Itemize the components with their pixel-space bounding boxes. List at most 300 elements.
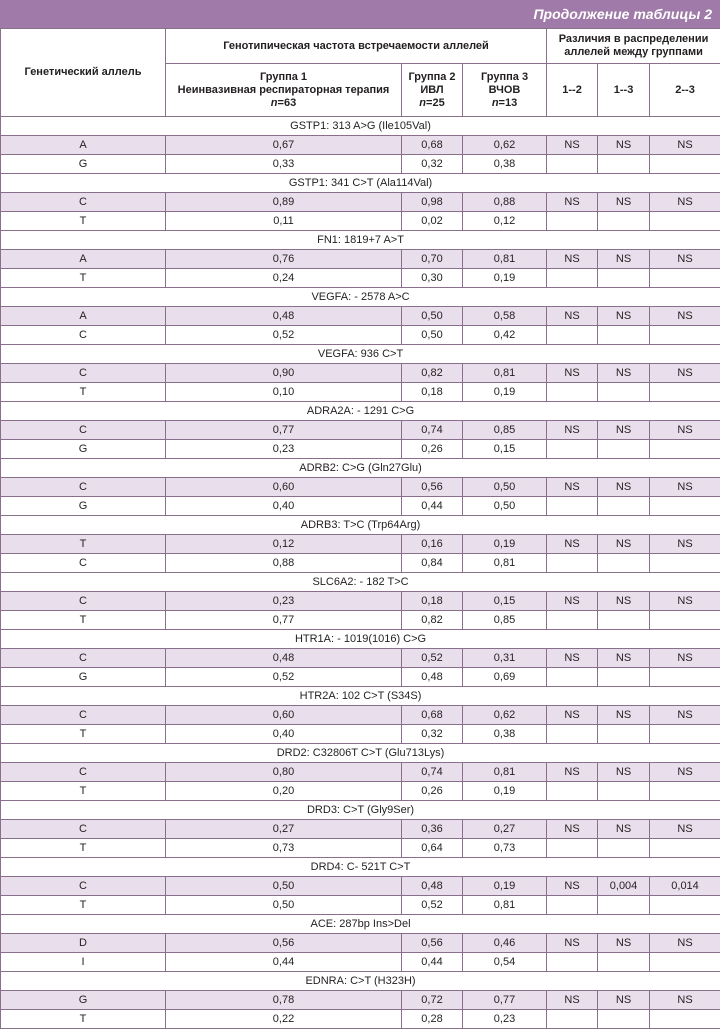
difference-2-3-cell bbox=[650, 1010, 720, 1029]
difference-2-3-cell bbox=[650, 212, 720, 231]
difference-1-3-cell: NS bbox=[598, 364, 650, 383]
table-row bbox=[1, 307, 720, 326]
allele-cell: C bbox=[1, 364, 166, 383]
group-2-frequency-cell: 0,02 bbox=[402, 212, 463, 231]
difference-1-2-cell bbox=[547, 839, 598, 858]
group-3-frequency-cell: 0,38 bbox=[463, 155, 547, 174]
group-3-frequency-cell: 0,81 bbox=[463, 250, 547, 269]
group-3-frequency-cell: 0,27 bbox=[463, 820, 547, 839]
difference-1-3-cell bbox=[598, 155, 650, 174]
group-1-frequency-cell: 0,78 bbox=[166, 991, 402, 1010]
allele-cell: T bbox=[1, 269, 166, 288]
difference-1-3-cell bbox=[598, 1010, 650, 1029]
banner-title: Продолжение таблицы 2 bbox=[533, 6, 712, 22]
difference-1-2-cell: NS bbox=[547, 307, 598, 326]
group-1-frequency-cell: 0,23 bbox=[166, 440, 402, 459]
difference-1-2-cell: NS bbox=[547, 478, 598, 497]
difference-1-2-cell bbox=[547, 953, 598, 972]
group-1-frequency-cell: 0,77 bbox=[166, 421, 402, 440]
difference-2-3-cell: 0,014 bbox=[650, 877, 720, 896]
group-2-frequency-cell: 0,52 bbox=[402, 896, 463, 915]
difference-1-3-cell: NS bbox=[598, 592, 650, 611]
allele-cell: G bbox=[1, 440, 166, 459]
group-3-frequency-cell: 0,19 bbox=[463, 383, 547, 402]
difference-2-3-cell bbox=[650, 896, 720, 915]
group-1-frequency-cell: 0,50 bbox=[166, 896, 402, 915]
table-body bbox=[1, 117, 720, 1029]
group-2-frequency-cell: 0,26 bbox=[402, 782, 463, 801]
difference-1-2-cell bbox=[547, 611, 598, 630]
allele-cell: A bbox=[1, 307, 166, 326]
difference-2-3-cell bbox=[650, 497, 720, 516]
difference-1-2-cell: NS bbox=[547, 991, 598, 1010]
group-2-frequency-cell: 0,56 bbox=[402, 478, 463, 497]
table-continuation-banner bbox=[0, 0, 720, 28]
table-row bbox=[1, 535, 720, 554]
difference-1-3-cell: NS bbox=[598, 193, 650, 212]
table-row bbox=[1, 326, 720, 345]
group-2-frequency-cell: 0,44 bbox=[402, 497, 463, 516]
allele-cell: C bbox=[1, 820, 166, 839]
table-row bbox=[1, 136, 720, 155]
difference-1-3-cell: NS bbox=[598, 250, 650, 269]
section-header-row bbox=[1, 402, 720, 421]
group-3-frequency-cell: 0,88 bbox=[463, 193, 547, 212]
group-2-frequency-cell: 0,74 bbox=[402, 421, 463, 440]
difference-1-3-cell bbox=[598, 668, 650, 687]
difference-1-2-cell: NS bbox=[547, 250, 598, 269]
group-3-frequency-cell: 0,19 bbox=[463, 269, 547, 288]
difference-1-2-cell: NS bbox=[547, 592, 598, 611]
group-1-frequency-cell: 0,89 bbox=[166, 193, 402, 212]
group-2-frequency-cell: 0,70 bbox=[402, 250, 463, 269]
section-header-row bbox=[1, 915, 720, 934]
difference-1-3-cell bbox=[598, 611, 650, 630]
group-1-frequency-cell: 0,24 bbox=[166, 269, 402, 288]
header-frequency-group: Генотипическая частота встречаемости аллелей bbox=[166, 29, 547, 64]
difference-1-2-cell bbox=[547, 668, 598, 687]
table-row bbox=[1, 934, 720, 953]
section-header-row bbox=[1, 117, 720, 136]
group-2-frequency-cell: 0,44 bbox=[402, 953, 463, 972]
allele-cell: A bbox=[1, 136, 166, 155]
difference-1-2-cell: NS bbox=[547, 364, 598, 383]
difference-1-3-cell: NS bbox=[598, 136, 650, 155]
allele-cell: C bbox=[1, 421, 166, 440]
group-2-frequency-cell: 0,32 bbox=[402, 155, 463, 174]
section-header-row bbox=[1, 630, 720, 649]
group-3-frequency-cell: 0,19 bbox=[463, 782, 547, 801]
difference-2-3-cell bbox=[650, 155, 720, 174]
section-title: HTR1A: - 1019(1016) C>G bbox=[1, 630, 720, 649]
group-2-frequency-cell: 0,98 bbox=[402, 193, 463, 212]
group-1-frequency-cell: 0,40 bbox=[166, 497, 402, 516]
table-row bbox=[1, 820, 720, 839]
table-row bbox=[1, 269, 720, 288]
table-row bbox=[1, 554, 720, 573]
section-header-row bbox=[1, 345, 720, 364]
difference-1-3-cell bbox=[598, 896, 650, 915]
group-3-frequency-cell: 0,62 bbox=[463, 136, 547, 155]
allele-cell: C bbox=[1, 763, 166, 782]
section-title: VEGFA: 936 C>T bbox=[1, 345, 720, 364]
table-row bbox=[1, 611, 720, 630]
difference-2-3-cell: NS bbox=[650, 307, 720, 326]
difference-1-2-cell: NS bbox=[547, 136, 598, 155]
allele-cell: D bbox=[1, 934, 166, 953]
difference-2-3-cell: NS bbox=[650, 478, 720, 497]
difference-1-3-cell bbox=[598, 212, 650, 231]
allele-cell: C bbox=[1, 326, 166, 345]
group-1-frequency-cell: 0,52 bbox=[166, 668, 402, 687]
header-group-1: Группа 1 Неинвазивная респираторная терапия n=63 bbox=[166, 64, 402, 117]
group-3-frequency-cell: 0,81 bbox=[463, 554, 547, 573]
table-row bbox=[1, 478, 720, 497]
section-title: FN1: 1819+7 A>T bbox=[1, 231, 720, 250]
group-1-frequency-cell: 0,50 bbox=[166, 877, 402, 896]
allele-cell: T bbox=[1, 896, 166, 915]
group-1-frequency-cell: 0,44 bbox=[166, 953, 402, 972]
group-1-frequency-cell: 0,88 bbox=[166, 554, 402, 573]
section-title: GSTP1: 313 A>G (Ile105Val) bbox=[1, 117, 720, 136]
group-3-frequency-cell: 0,23 bbox=[463, 1010, 547, 1029]
section-header-row bbox=[1, 744, 720, 763]
difference-1-3-cell: NS bbox=[598, 307, 650, 326]
table-row bbox=[1, 364, 720, 383]
allele-cell: C bbox=[1, 706, 166, 725]
allele-cell: G bbox=[1, 991, 166, 1010]
allele-cell: T bbox=[1, 611, 166, 630]
difference-2-3-cell: NS bbox=[650, 934, 720, 953]
group-1-frequency-cell: 0,40 bbox=[166, 725, 402, 744]
group-1-frequency-cell: 0,23 bbox=[166, 592, 402, 611]
group-2-frequency-cell: 0,68 bbox=[402, 706, 463, 725]
group-2-frequency-cell: 0,28 bbox=[402, 1010, 463, 1029]
section-header-row bbox=[1, 516, 720, 535]
difference-2-3-cell: NS bbox=[650, 820, 720, 839]
table-row bbox=[1, 649, 720, 668]
group-1-frequency-cell: 0,22 bbox=[166, 1010, 402, 1029]
difference-1-2-cell: NS bbox=[547, 193, 598, 212]
group-2-frequency-cell: 0,32 bbox=[402, 725, 463, 744]
group-3-frequency-cell: 0,54 bbox=[463, 953, 547, 972]
table-header bbox=[1, 29, 720, 117]
group-3-frequency-cell: 0,85 bbox=[463, 421, 547, 440]
allele-cell: G bbox=[1, 497, 166, 516]
allele-cell: C bbox=[1, 554, 166, 573]
group-2-frequency-cell: 0,84 bbox=[402, 554, 463, 573]
allele-cell: T bbox=[1, 725, 166, 744]
table-row bbox=[1, 193, 720, 212]
allele-cell: C bbox=[1, 649, 166, 668]
group-1-frequency-cell: 0,76 bbox=[166, 250, 402, 269]
allele-frequency-table bbox=[0, 28, 720, 1029]
section-title: HTR2A: 102 C>T (S34S) bbox=[1, 687, 720, 706]
difference-1-3-cell bbox=[598, 440, 650, 459]
difference-1-2-cell: NS bbox=[547, 421, 598, 440]
difference-1-2-cell: NS bbox=[547, 934, 598, 953]
difference-1-2-cell bbox=[547, 1010, 598, 1029]
difference-1-3-cell: NS bbox=[598, 991, 650, 1010]
difference-2-3-cell bbox=[650, 554, 720, 573]
section-header-row bbox=[1, 288, 720, 307]
group-2-frequency-cell: 0,64 bbox=[402, 839, 463, 858]
difference-1-3-cell: NS bbox=[598, 535, 650, 554]
section-title: DRD3: C>T (Gly9Ser) bbox=[1, 801, 720, 820]
difference-2-3-cell: NS bbox=[650, 421, 720, 440]
difference-2-3-cell: NS bbox=[650, 592, 720, 611]
table-row bbox=[1, 383, 720, 402]
difference-2-3-cell bbox=[650, 668, 720, 687]
difference-1-3-cell: NS bbox=[598, 706, 650, 725]
difference-1-3-cell: NS bbox=[598, 934, 650, 953]
allele-cell: T bbox=[1, 535, 166, 554]
group-1-frequency-cell: 0,56 bbox=[166, 934, 402, 953]
header-group-2: Группа 2 ИВЛ n=25 bbox=[402, 64, 463, 117]
difference-1-2-cell bbox=[547, 269, 598, 288]
group-3-frequency-cell: 0,50 bbox=[463, 497, 547, 516]
group-1-frequency-cell: 0,33 bbox=[166, 155, 402, 174]
difference-1-2-cell: NS bbox=[547, 649, 598, 668]
group-2-frequency-cell: 0,72 bbox=[402, 991, 463, 1010]
group-3-frequency-cell: 0,50 bbox=[463, 478, 547, 497]
group-3-frequency-cell: 0,77 bbox=[463, 991, 547, 1010]
group-3-frequency-cell: 0,15 bbox=[463, 440, 547, 459]
difference-1-3-cell bbox=[598, 497, 650, 516]
table-row bbox=[1, 953, 720, 972]
group-3-frequency-cell: 0,38 bbox=[463, 725, 547, 744]
table-row bbox=[1, 763, 720, 782]
difference-2-3-cell bbox=[650, 839, 720, 858]
header-compare-1-2: 1--2 bbox=[547, 64, 598, 117]
group-1-frequency-cell: 0,48 bbox=[166, 307, 402, 326]
table-row bbox=[1, 497, 720, 516]
difference-2-3-cell: NS bbox=[650, 535, 720, 554]
table-row bbox=[1, 421, 720, 440]
difference-1-3-cell: NS bbox=[598, 763, 650, 782]
difference-2-3-cell bbox=[650, 383, 720, 402]
table-row bbox=[1, 250, 720, 269]
difference-2-3-cell: NS bbox=[650, 706, 720, 725]
section-title: SLC6A2: - 182 T>C bbox=[1, 573, 720, 592]
allele-cell: I bbox=[1, 953, 166, 972]
difference-1-2-cell: NS bbox=[547, 535, 598, 554]
table-row bbox=[1, 1010, 720, 1029]
group-2-frequency-cell: 0,50 bbox=[402, 307, 463, 326]
section-header-row bbox=[1, 858, 720, 877]
group-2-frequency-cell: 0,48 bbox=[402, 877, 463, 896]
difference-2-3-cell: NS bbox=[650, 193, 720, 212]
difference-1-2-cell: NS bbox=[547, 820, 598, 839]
difference-1-2-cell bbox=[547, 155, 598, 174]
difference-1-3-cell bbox=[598, 839, 650, 858]
group-2-frequency-cell: 0,52 bbox=[402, 649, 463, 668]
group-3-frequency-cell: 0,19 bbox=[463, 535, 547, 554]
table-row bbox=[1, 155, 720, 174]
difference-1-3-cell bbox=[598, 725, 650, 744]
group-2-frequency-cell: 0,82 bbox=[402, 364, 463, 383]
difference-1-3-cell: NS bbox=[598, 820, 650, 839]
section-header-row bbox=[1, 801, 720, 820]
group-1-frequency-cell: 0,73 bbox=[166, 839, 402, 858]
difference-2-3-cell: NS bbox=[650, 991, 720, 1010]
difference-2-3-cell: NS bbox=[650, 250, 720, 269]
difference-1-3-cell: NS bbox=[598, 478, 650, 497]
difference-2-3-cell: NS bbox=[650, 649, 720, 668]
difference-1-3-cell bbox=[598, 326, 650, 345]
group-1-frequency-cell: 0,77 bbox=[166, 611, 402, 630]
difference-2-3-cell bbox=[650, 953, 720, 972]
difference-1-3-cell bbox=[598, 953, 650, 972]
allele-cell: T bbox=[1, 782, 166, 801]
group-1-frequency-cell: 0,60 bbox=[166, 478, 402, 497]
allele-cell: T bbox=[1, 1010, 166, 1029]
section-title: DRD4: C- 521T C>T bbox=[1, 858, 720, 877]
difference-1-2-cell bbox=[547, 782, 598, 801]
difference-2-3-cell bbox=[650, 440, 720, 459]
difference-1-2-cell bbox=[547, 212, 598, 231]
difference-2-3-cell bbox=[650, 611, 720, 630]
group-2-frequency-cell: 0,74 bbox=[402, 763, 463, 782]
difference-1-3-cell bbox=[598, 269, 650, 288]
group-2-frequency-cell: 0,82 bbox=[402, 611, 463, 630]
difference-1-3-cell: 0,004 bbox=[598, 877, 650, 896]
difference-1-3-cell bbox=[598, 782, 650, 801]
section-title: ADRB2: C>G (Gln27Glu) bbox=[1, 459, 720, 478]
group-1-frequency-cell: 0,80 bbox=[166, 763, 402, 782]
group-3-frequency-cell: 0,12 bbox=[463, 212, 547, 231]
header-differences-group: Различия в распределении аллелей между группами bbox=[547, 29, 720, 64]
table-row bbox=[1, 839, 720, 858]
section-title: ACE: 287bp Ins>Del bbox=[1, 915, 720, 934]
group-2-frequency-cell: 0,36 bbox=[402, 820, 463, 839]
allele-cell: G bbox=[1, 155, 166, 174]
group-2-frequency-cell: 0,48 bbox=[402, 668, 463, 687]
section-header-row bbox=[1, 972, 720, 991]
group-3-frequency-cell: 0,81 bbox=[463, 364, 547, 383]
group-1-frequency-cell: 0,10 bbox=[166, 383, 402, 402]
group-1-frequency-cell: 0,67 bbox=[166, 136, 402, 155]
difference-2-3-cell: NS bbox=[650, 364, 720, 383]
difference-2-3-cell bbox=[650, 269, 720, 288]
group-3-frequency-cell: 0,81 bbox=[463, 763, 547, 782]
section-header-row bbox=[1, 573, 720, 592]
difference-2-3-cell: NS bbox=[650, 763, 720, 782]
group-1-frequency-cell: 0,12 bbox=[166, 535, 402, 554]
difference-2-3-cell bbox=[650, 782, 720, 801]
group-2-frequency-cell: 0,50 bbox=[402, 326, 463, 345]
allele-cell: T bbox=[1, 212, 166, 231]
difference-1-3-cell bbox=[598, 383, 650, 402]
group-3-frequency-cell: 0,73 bbox=[463, 839, 547, 858]
difference-1-2-cell bbox=[547, 383, 598, 402]
table-row bbox=[1, 725, 720, 744]
difference-1-2-cell: NS bbox=[547, 877, 598, 896]
group-2-frequency-cell: 0,30 bbox=[402, 269, 463, 288]
section-title: DRD2: C32806T C>T (Glu713Lys) bbox=[1, 744, 720, 763]
difference-1-2-cell bbox=[547, 440, 598, 459]
header-compare-2-3: 2--3 bbox=[650, 64, 720, 117]
table-row bbox=[1, 668, 720, 687]
section-header-row bbox=[1, 459, 720, 478]
allele-cell: T bbox=[1, 383, 166, 402]
difference-2-3-cell bbox=[650, 725, 720, 744]
header-group-3: Группа 3 ВЧОВ n=13 bbox=[463, 64, 547, 117]
difference-1-3-cell: NS bbox=[598, 649, 650, 668]
difference-1-3-cell: NS bbox=[598, 421, 650, 440]
group-2-frequency-cell: 0,18 bbox=[402, 383, 463, 402]
table-row bbox=[1, 896, 720, 915]
section-title: GSTP1: 341 C>T (Ala114Val) bbox=[1, 174, 720, 193]
group-2-frequency-cell: 0,68 bbox=[402, 136, 463, 155]
table-row bbox=[1, 592, 720, 611]
difference-1-2-cell: NS bbox=[547, 763, 598, 782]
table-row bbox=[1, 440, 720, 459]
section-header-row bbox=[1, 687, 720, 706]
difference-2-3-cell bbox=[650, 326, 720, 345]
allele-cell: C bbox=[1, 592, 166, 611]
difference-1-2-cell bbox=[547, 326, 598, 345]
table-row bbox=[1, 991, 720, 1010]
group-3-frequency-cell: 0,19 bbox=[463, 877, 547, 896]
difference-1-2-cell bbox=[547, 896, 598, 915]
group-3-frequency-cell: 0,58 bbox=[463, 307, 547, 326]
group-1-frequency-cell: 0,27 bbox=[166, 820, 402, 839]
section-header-row bbox=[1, 174, 720, 193]
group-3-frequency-cell: 0,46 bbox=[463, 934, 547, 953]
group-2-frequency-cell: 0,26 bbox=[402, 440, 463, 459]
section-title: ADRB3: T>C (Trp64Arg) bbox=[1, 516, 720, 535]
group-2-frequency-cell: 0,18 bbox=[402, 592, 463, 611]
allele-cell: C bbox=[1, 877, 166, 896]
group-3-frequency-cell: 0,69 bbox=[463, 668, 547, 687]
section-title: VEGFA: - 2578 A>C bbox=[1, 288, 720, 307]
group-3-frequency-cell: 0,85 bbox=[463, 611, 547, 630]
group-1-frequency-cell: 0,20 bbox=[166, 782, 402, 801]
difference-1-2-cell bbox=[547, 554, 598, 573]
group-3-frequency-cell: 0,42 bbox=[463, 326, 547, 345]
section-title: ADRA2A: - 1291 C>G bbox=[1, 402, 720, 421]
group-1-frequency-cell: 0,11 bbox=[166, 212, 402, 231]
table-row bbox=[1, 782, 720, 801]
group-3-frequency-cell: 0,15 bbox=[463, 592, 547, 611]
table-row bbox=[1, 212, 720, 231]
allele-cell: A bbox=[1, 250, 166, 269]
difference-1-3-cell bbox=[598, 554, 650, 573]
group-2-frequency-cell: 0,56 bbox=[402, 934, 463, 953]
group-1-frequency-cell: 0,48 bbox=[166, 649, 402, 668]
allele-cell: T bbox=[1, 839, 166, 858]
group-1-frequency-cell: 0,60 bbox=[166, 706, 402, 725]
difference-1-2-cell bbox=[547, 725, 598, 744]
difference-2-3-cell: NS bbox=[650, 136, 720, 155]
difference-1-2-cell: NS bbox=[547, 706, 598, 725]
difference-1-2-cell bbox=[547, 497, 598, 516]
group-3-frequency-cell: 0,62 bbox=[463, 706, 547, 725]
section-header-row bbox=[1, 231, 720, 250]
header-compare-1-3: 1--3 bbox=[598, 64, 650, 117]
section-title: EDNRA: C>T (H323H) bbox=[1, 972, 720, 991]
header-allele: Генетический аллель bbox=[1, 29, 166, 117]
table-row bbox=[1, 706, 720, 725]
group-1-frequency-cell: 0,52 bbox=[166, 326, 402, 345]
allele-cell: C bbox=[1, 193, 166, 212]
group-1-frequency-cell: 0,90 bbox=[166, 364, 402, 383]
allele-cell: G bbox=[1, 668, 166, 687]
group-3-frequency-cell: 0,31 bbox=[463, 649, 547, 668]
allele-cell: C bbox=[1, 478, 166, 497]
group-2-frequency-cell: 0,16 bbox=[402, 535, 463, 554]
